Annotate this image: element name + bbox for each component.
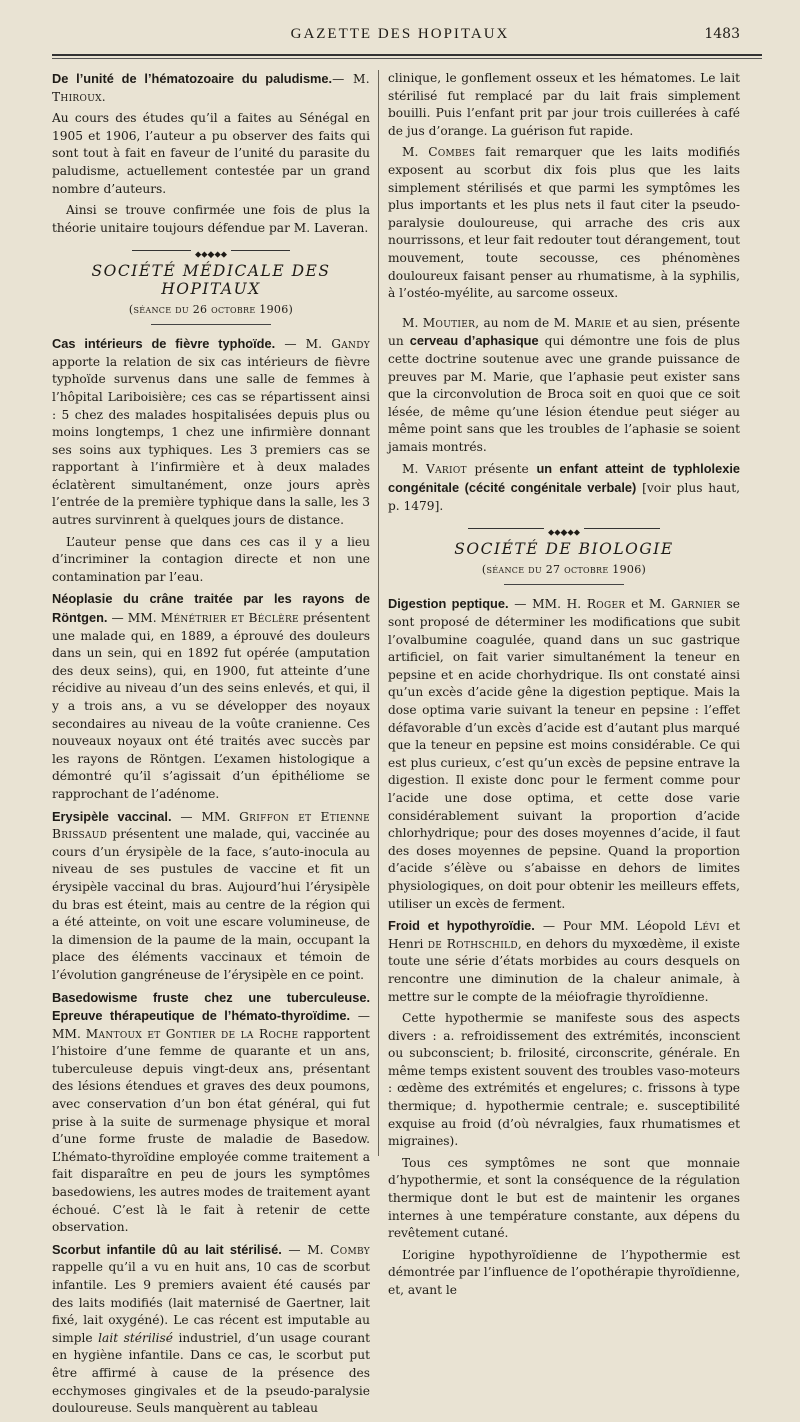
article-typhlolexie bbox=[388, 460, 740, 515]
article-dash: — MM. bbox=[171, 809, 240, 824]
paragraph: présentent une malade qui, en 1889, a éprouvé des douleurs dans un sein, qui en 1892 fut opérée (amputation des deux seins), qui, en 1900, fut atteinte d’une récidive au niveau d’un des seins enlevés, et qui, il y a trois ans, a vu se développer des noyaux secondaires au niveau de la voûte cranienne. Ces nouveaux noyaux ont été traités avec succès par les rayons de Röntgen. L’examen histologique a démontré qu’il s’agissait d’un épithéliome se rapprochant de l’adénome. bbox=[52, 611, 370, 801]
article-author: Moutier bbox=[422, 315, 476, 330]
article-dash: — M. bbox=[281, 1242, 331, 1257]
article-author: — M. Thiroux. bbox=[52, 72, 370, 104]
article-hypothyroidie bbox=[388, 917, 740, 1006]
paragraph: L’auteur pense que dans ces cas il y a lieu d’incriminer la contagion directe et non une contamination par l’eau. bbox=[52, 534, 370, 584]
article-heading: Erysipèle vaccinal. bbox=[52, 808, 172, 824]
article-author: Mantoux et Gontier de la Roche bbox=[85, 1026, 299, 1041]
paragraph: clinique, le gonflement osseux et les hématomes. Le lait stérilisé fut remplacé par du lait frais simplement bouilli. Puis l’enfant prit par jour trois cuillerées à café de jus d’orange. La guérison fut rapide. bbox=[388, 71, 740, 138]
text-run: — MM. H. bbox=[508, 597, 587, 612]
article-heading: Cas intérieurs de fièvre typhoïde. bbox=[52, 336, 276, 352]
paragraph: Ainsi se trouve confirmée une fois de plus la théorie unitaire toujours défendue par M. Laveran. bbox=[52, 203, 370, 235]
article-heading: Digestion peptique. bbox=[388, 596, 509, 612]
text-run: M. bbox=[402, 315, 423, 330]
article-heading: Scorbut infantile dû au lait stérilisé. bbox=[52, 1241, 282, 1257]
text-run: et M. bbox=[625, 597, 671, 612]
article-heading: un enfant atteint de typhlolexie congénitale (cécité congénitale verbale) bbox=[388, 461, 740, 496]
paragraph: Cette hypothermie se manifeste sous des aspects divers : a. refroidissement des extrémités, inconscient ou subconscient; b. frilosité, circonscrite, générale. En même temps existent souvent des troubles vaso-moteurs : œdème des extrémités et engelures; c. frissons à type thermique; d. hypothermie centrale; e. susceptibilité exquise au froid (d’où névralgies, faux rhumatismes et migraines). bbox=[388, 1011, 740, 1149]
article-author: Ménétrier et Béclère bbox=[160, 611, 299, 626]
article-heading: Froid et hypothyroïdie. bbox=[388, 918, 535, 934]
text-run: présente bbox=[466, 462, 537, 477]
header-rule-thin bbox=[52, 58, 762, 59]
text-run: [voir plus haut, p. 1479]. bbox=[388, 481, 740, 513]
paragraph: , en dehors du myxœdème, il existe toute une série d’états morbides au cours desquels on rencontre une diminution de la chaleur animale, à mettre sur le compte de la méiofragie thyroïdienne. bbox=[388, 936, 740, 1004]
section-title: SOCIÉTÉ MÉDICALE DES HOPITAUX bbox=[91, 262, 331, 298]
article-erysipele bbox=[52, 808, 370, 985]
article-dash: — M. bbox=[275, 337, 332, 352]
left-column bbox=[52, 70, 370, 1422]
article-aphasique bbox=[388, 315, 740, 457]
paragraph: industriel, d’un usage courant en hygiène infantile. Dans ce cas, le scorbut put être affirmé à cause de la présence des ecchymoses gingivales et de la pseudo-paralysie douloureuse. Seuls manquèrent au tableau bbox=[52, 1330, 370, 1416]
section-rule bbox=[151, 324, 271, 325]
section-title: SOCIÉTÉ DE BIOLOGIE bbox=[454, 540, 674, 559]
page-header bbox=[40, 26, 760, 50]
text-run: et au sien, présente un bbox=[388, 315, 740, 349]
article-scorbut bbox=[52, 1241, 370, 1418]
article-digestion bbox=[388, 595, 740, 913]
text-run: et Henri bbox=[388, 919, 741, 951]
header-rule bbox=[52, 54, 762, 56]
text-run: M. bbox=[402, 145, 429, 160]
paragraph: présentent une malade, qui, vaccinée au cours d’un érysipèle de la face, s’auto-inocula au niveau de ses pustules de vaccine et fit un érysipèle vaccinal du bras. Aujourd’hui l’érysipèle du bras est éteint, mais au centre de la région qui a été atteinte, on voit une escare volumineuse, de la dimension de la paume de la main, occupant la place des éléments vaccinaux et témoin de l’évolution gangréneuse de l’érysipèle en ce point. bbox=[52, 827, 370, 982]
spacer bbox=[388, 307, 740, 315]
text-run: M. bbox=[402, 462, 427, 477]
article-heading: De l’unité de l’hématozoaire du paludisme. bbox=[52, 71, 333, 86]
article-author: Roger bbox=[586, 597, 626, 612]
article-author: de Rothschild bbox=[427, 936, 518, 951]
page-number: 1483 bbox=[704, 26, 740, 42]
paragraph: se sont proposé de déterminer les modifications que subit l’ovalbumine coagulée, quand dans un suc gastrique artificiel, on fait varier simultanément la teneur en pepsine et en acide chorhydrique. Ils ont constaté ainsi qu’un excès d’acide gêne la digestion peptique. Mais la dose optima varie suivant la teneur en pepsine : l’effet défavorable d’un excès d’acide est d’autant plus marqué que la teneur en pepsine est moins considérable. Ce qui est plus curieux, c’est qu’un excès de pepsine entrave la digestion. Il existe donc pour le ferment comme pour l’acide une dose optima, et cette dose varie considérablement suivant la proportion d’acide chlorhydrique; pour des doses moyennes d’acide, il faut des doses moyennes de pepsine. Quand la proportion d’acide s’élève ou s’abaisse en dehors de limites physiologiques, on doit pour obtenir les meilleurs effets, utiliser un excès de ferment. bbox=[388, 597, 740, 911]
section-session: (séance du 27 octobre 1906) bbox=[481, 562, 647, 576]
paragraph: Tous ces symptômes ne sont que monnaie d’hypothermie, et sont la conséquence de la régulation thermique dont le but est de maintenir les organes internes à une température constante, aux dépens du revêtement cutané. bbox=[388, 1155, 740, 1241]
text-run: qui démontre une fois de plus cette doctrine soutenue avec une grande puissance de preuves par M. Marie, que l’aphasie peut exister sans que la circonvolution de Broca soit en quoi que ce soit lésée, de même qu’une lésion étendue peut siéger au même point sans que les troubles de l’aphasie se soient jamais montrés. bbox=[388, 334, 741, 454]
text-run: fait remarquer que les laits modifiés exposent au scorbut dix fois plus que les laits simplement stérilisés et que parmi les symptômes les plus importants et les plus nets il faut citer la pseudo-paralysie douloureuse, qui arrache des cris aux nourrissons, et leur fait redouter tout dérangement, tout mouvement, toute secousse, ces phénomènes douloureux faisant penser au rhumatisme, à la syphilis, à l’ostéo-myélite, au sarcome osseux. bbox=[388, 145, 741, 301]
article-typhoide bbox=[52, 335, 370, 530]
paragraph: rappelle qu’il a vu en huit ans, 10 cas de scorbut infantile. Les 9 premiers avaient été causés par des laits modifiés (lait maternisé de Gaertner, lait fixé, lait oxygéné). Le cas récent est imputable au simple bbox=[52, 1260, 370, 1345]
journal-title: GAZETTE DES HOPITAUX bbox=[290, 26, 510, 42]
article-author: Lévi bbox=[694, 919, 720, 934]
section-ornament bbox=[388, 523, 740, 539]
paragraph: L’origine hypothyroïdienne de l’hypothermie est démontrée par l’influence de l’opothérapie thyroïdienne, et, avant le bbox=[388, 1247, 740, 1297]
ornament-glyph: ⬥⬥◆⬥⬥ bbox=[544, 528, 584, 538]
text-run: , au nom de M. bbox=[475, 315, 575, 330]
paragraph: rapportent l’histoire d’une femme de quarante et un ans, tuberculeuse depuis vingt-deux ans, présentant des lésions étendues et graves des deux poumons, avec conservation d’un bon état général, qui fut prise à la suite de surmenage physique et moral d’une forme fruste de maladie de Basedow. L’hémato-thyroïdine employée comme traitement a fait disparaître en peu de jours les symptômes basedowiens, les autres modes de traitement ayant échoué. C’est là le fait à retenir de cette observation. bbox=[52, 1026, 370, 1235]
article-author: Gandy bbox=[331, 337, 370, 352]
section-session: (séance du 26 octobre 1906) bbox=[128, 302, 294, 316]
article-hematozoaire bbox=[52, 70, 370, 106]
ornament-glyph: ⬥⬥◆⬥⬥ bbox=[191, 250, 231, 260]
article-neoplasie bbox=[52, 590, 370, 803]
section-rule bbox=[504, 584, 624, 585]
article-author: Variot bbox=[426, 462, 467, 477]
right-column bbox=[388, 70, 740, 1304]
article-heading: Néoplasie du crâne traitée par les rayons de Röntgen. bbox=[52, 591, 370, 626]
article-dash: — MM. bbox=[107, 611, 161, 626]
text-run: — Pour MM. Léopold bbox=[534, 919, 694, 934]
paragraph: Au cours des études qu’il a faites au Sénégal en 1905 et 1906, l’auteur a pu observer des faits qui sont tout à fait en faveur de l’unité du parasite du paludisme, actuellement contestée par un grand nombre d’auteurs. bbox=[52, 111, 370, 196]
italic-term: lait stérilisé bbox=[98, 1330, 173, 1345]
article-author: Combes bbox=[428, 145, 476, 160]
article-heading: cerveau d’aphasique bbox=[409, 333, 539, 349]
article-author: Garnier bbox=[670, 597, 721, 612]
column-divider bbox=[378, 70, 379, 1156]
article-heading: Basedowisme fruste chez une tuberculeuse. Epreuve thérapeutique de l’hémato-thyroïdime. bbox=[52, 989, 370, 1024]
paragraph-combes bbox=[388, 144, 740, 302]
article-basedowisme bbox=[52, 989, 370, 1237]
article-author: Marie bbox=[574, 315, 612, 330]
section-ornament bbox=[52, 245, 370, 261]
article-author: Griffon et Etienne Brissaud bbox=[52, 809, 370, 842]
article-dash: — MM. bbox=[52, 1009, 370, 1041]
paragraph: apporte la relation de six cas intérieurs de fièvre typhoïde survenus dans une salle de femmes à l’hôpital Lariboisière; ces cas se répartissent ainsi : 5 chez des malades hospitalisées depuis plus ou moins longtemps, 1 chez une infirmière donnant ses soins aux typhiques. Les 3 premiers cas se rapportant à l’infirmière et à deux malades éclatèrent simultanément, onze jours après l’entrée de la première typhique dans la salle, les 3 autres survinrent à quelques jours de distance. bbox=[52, 354, 370, 528]
article-author: Comby bbox=[330, 1242, 370, 1257]
